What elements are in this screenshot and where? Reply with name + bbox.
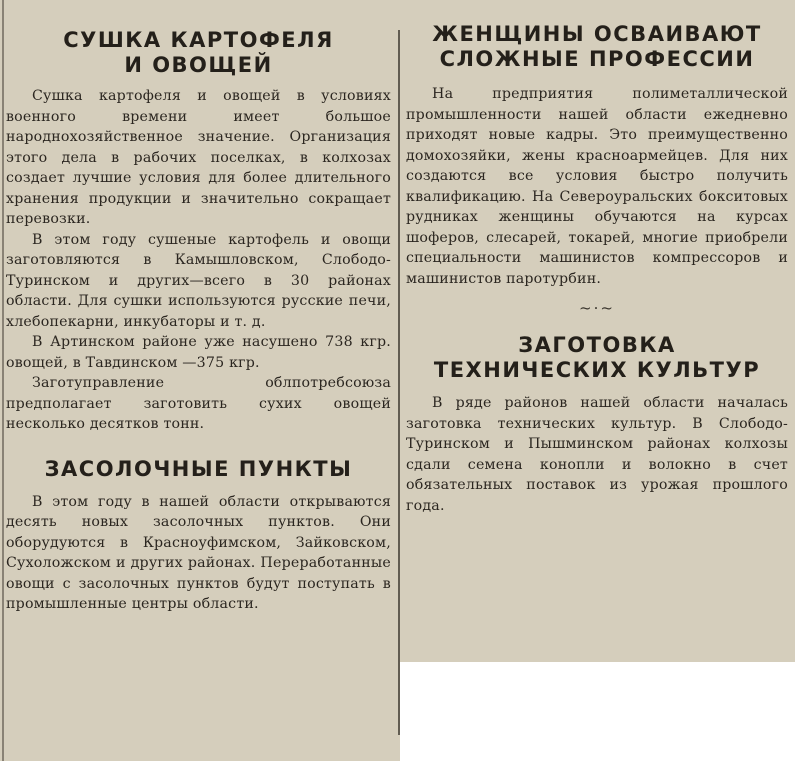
title-line: СУШКА КАРТОФЕЛЯ <box>63 28 334 52</box>
article-women-professions <box>406 0 788 289</box>
paragraph: В этом году сушеные картофель и овощи заготовляются в Камышловском, Слободо-Туринском и других—всего в 30 районах области. Для сушки используются русские печи, хлебопекарни, инкубаторы и т. д. <box>6 231 391 330</box>
left-column <box>6 0 391 615</box>
paragraph: Заготуправление облпотребсоюза предполагает заготовить сухих овощей несколько десятков тонн. <box>6 375 391 432</box>
section-ornament: ~·~ <box>579 299 615 317</box>
paragraph: В Артинском районе уже насушено 738 кгр. овощей, в Тавдинском —375 кгр. <box>6 334 391 371</box>
article-title <box>406 333 788 383</box>
paragraph: На предприятия полиметаллической промышленности нашей области ежедневно приходят новые кадры. Это преимущественно домохозяйки, жены красноармейцев. Для них создаются все условия быстро получить квалификацию. На Североуральских бокситовых рудниках женщины обучаются на курсах шоферов, слесарей, токарей, многие приобрели специальности машинистов компрессоров и машинистов паротурбин. <box>406 86 788 287</box>
article-title <box>406 22 788 72</box>
title-line: СЛОЖНЫЕ ПРОФЕССИИ <box>439 47 755 71</box>
title-line: И ОВОЩЕЙ <box>124 53 273 77</box>
article-potato-drying <box>6 0 391 435</box>
right-column <box>406 0 788 516</box>
title-line: ЖЕНЩИНЫ ОСВАИВАЮТ <box>432 22 762 46</box>
column-divider <box>398 30 400 735</box>
left-edge-rule <box>2 0 4 761</box>
article-salting-points <box>6 435 391 615</box>
article-technical-crops <box>406 315 788 516</box>
title-line: ЗАГОТОВКА <box>518 333 676 357</box>
paragraph: В ряде районов нашей области началась заготовка технических культур. В Слободо-Туринском и Пышминском районах колхозы сдали семена конопли и волокно в счет обязательных поставок из урожая прошлого года. <box>406 395 788 514</box>
article-title: ЗАСОЛОЧНЫЕ ПУНКТЫ <box>44 456 353 481</box>
paragraph: В этом году в нашей области открываются десять новых засолочных пунктов. Они оборудуются в Красноуфимском, Зайковском, Сухоложском и других районах. Переработанные овощи с засолочных пунктов будут поступать в промышленные центры области. <box>6 493 391 612</box>
article-title <box>6 28 391 78</box>
title-line: ТЕХНИЧЕСКИХ КУЛЬТУР <box>433 358 761 382</box>
paragraph: Сушка картофеля и овощей в условиях военного времени имеет большое народнохозяйственное значение. Организация этого дела в рабочих поселках, в колхозах создает лучшие условия для более длительного хранения продукции и значительно сокращает перевозки. <box>6 88 391 227</box>
